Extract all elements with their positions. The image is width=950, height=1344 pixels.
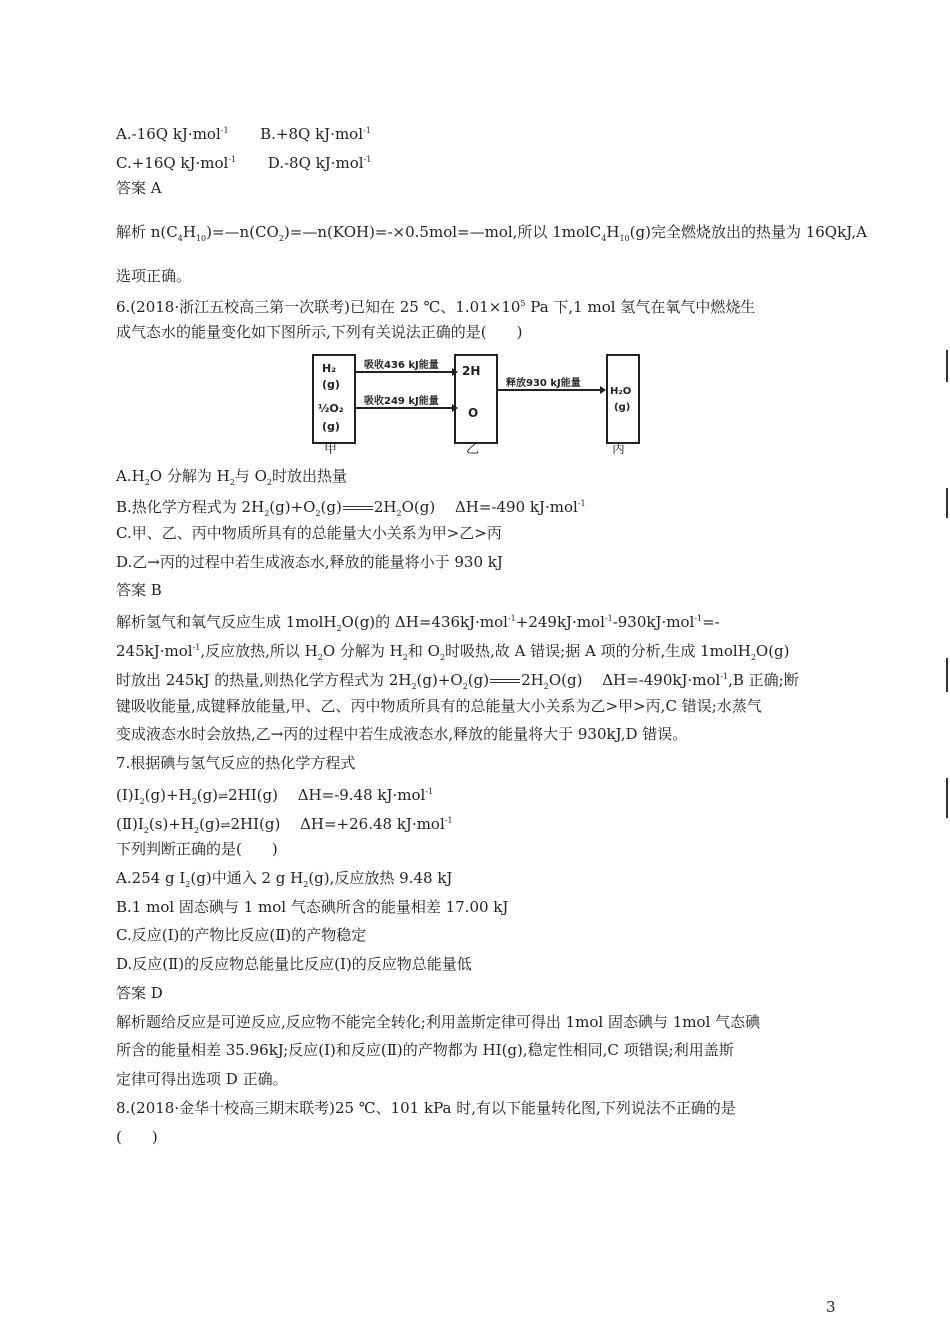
q6-opt-text: (g)+O: [269, 498, 316, 516]
q5-option-d-sup: -1: [363, 155, 372, 164]
edge-mark: [946, 350, 948, 382]
q6-sub: 2: [439, 653, 446, 662]
q6-opt-text: B.热化学方程式为 2H: [116, 498, 265, 516]
arrow-label-249: 吸收249 kJ能量: [364, 396, 439, 407]
q7-eq-text: 2HI(g) ΔH=-9.48 kJ·mol: [228, 786, 426, 804]
q7-analysis-line-1: 解析题给反应是可逆反应,反应物不能完全转化;利用盖斯定律可得出 1mol 固态碘与 1mol 气态碘: [116, 1013, 761, 1031]
q6-analysis-text: ,反应放热,所以 H: [200, 642, 318, 660]
q5-analysis-line-2: 选项正确。: [116, 267, 192, 285]
q6-opt-text: O 分解为 H: [149, 467, 230, 485]
q7-analysis-line-2: 所含的能量相差 35.96kJ;反应(Ⅰ)和反应(Ⅱ)的产物都为 HI(g),稳定性相同,C 项错误;利用盖斯: [116, 1041, 734, 1059]
box-yi-o: O: [468, 406, 479, 420]
q6-stem-line-2: 成气态水的能量变化如下图所示,下列有关说法正确的是( ): [116, 323, 523, 341]
q6-option-d: D.乙→丙的过程中若生成液态水,释放的能量将小于 930 kJ: [116, 553, 503, 571]
box-bing-h2o: H₂O: [610, 386, 632, 397]
q6-option-b: [116, 495, 586, 523]
q5-option-a-sup: -1: [220, 126, 229, 135]
q7-analysis-line-3: 定律可得出选项 D 正确。: [116, 1070, 288, 1088]
arrow-head-1: [452, 368, 458, 376]
q8-stem-line-1: 8.(2018·金华十校高三期末联考)25 ℃、101 kPa 时,有以下能量转化图,下列说法不正确的是: [116, 1099, 736, 1117]
page-number: 3: [826, 1298, 836, 1316]
q6-option-c: C.甲、乙、丙中物质所具有的总能量大小关系为甲>乙>丙: [116, 524, 502, 542]
q6-sup: -1: [192, 643, 201, 652]
q6-sup: -1: [604, 614, 613, 623]
q5-option-c: C.+16Q kJ·mol: [116, 154, 229, 172]
equals-sign: [343, 506, 373, 510]
q6-stem-text: 6.(2018·浙江五校高三第一次联考)已知在 25 ℃、1.01×10: [116, 298, 521, 316]
q7-eq-text: (s)+H: [148, 815, 194, 833]
arrow-label-436: 吸收436 kJ能量: [364, 360, 439, 371]
q5-analysis-text: H: [606, 223, 620, 241]
q7-sub: 2: [303, 880, 309, 889]
q6-analysis-text: 2H: [521, 671, 544, 689]
reversible-arrow: ⇌: [220, 818, 231, 832]
q6-analysis-text: 时吸热,故 A 错误;据 A 项的分析,生成 1molH: [445, 642, 751, 660]
caption-jia: 甲: [324, 442, 338, 457]
caption-yi: 乙: [466, 442, 480, 457]
q6-sub: 2: [402, 653, 408, 662]
equals-sign: [490, 679, 520, 683]
q7-eq-text: (Ⅱ)I: [116, 815, 144, 833]
arrow-head-2: [452, 404, 458, 412]
q6-analysis-text: (g)+O: [416, 671, 463, 689]
q6-sub: 2: [317, 653, 323, 662]
q7-sub: 2: [139, 797, 145, 806]
q7-eq-text: 2HI(g) ΔH=+26.48 kJ·mol: [230, 815, 445, 833]
q6-sub: 2: [144, 478, 150, 487]
q7-ask: 下列判断正确的是( ): [116, 840, 278, 858]
q7-eq-text: (g)+H: [144, 786, 192, 804]
box-jia-half-o2: ½O₂: [318, 402, 344, 415]
q6-opt-text: O(g) ΔH=-490 kJ·mol: [401, 498, 578, 516]
q6-analysis-text: ,B 正确;断: [728, 671, 799, 689]
q7-equation-2: [116, 812, 453, 840]
q5-option-b: B.+8Q kJ·mol: [260, 125, 363, 143]
q7-opt-text: (g),反应放热 9.48 kJ: [308, 869, 453, 887]
q5-option-d: D.-8Q kJ·mol: [267, 154, 364, 172]
q7-eq-text: (g): [196, 786, 219, 804]
q6-analysis-text: (g): [467, 671, 490, 689]
q7-stem: 7.根据碘与氢气反应的热化学方程式: [116, 754, 356, 772]
q6-analysis-line-1: [116, 610, 720, 638]
edge-mark: [946, 778, 948, 818]
q5-analysis-text: )=—n(KOH)=-×0.5mol=—mol,所以 1molC: [283, 223, 602, 241]
q6-sub: 2: [266, 478, 272, 487]
q6-stem-line-1: [116, 295, 755, 316]
q5-analysis-text: (g)完全燃烧放出的热量为 16QkJ,A: [629, 223, 867, 241]
q6-sub: 2: [264, 509, 270, 518]
q6-opt-text: 2H: [373, 498, 397, 516]
q5-option-a: A.-16Q kJ·mol: [116, 125, 221, 143]
q7-answer: 答案 D: [116, 984, 163, 1002]
q6-analysis-text: O(g)的 ΔH=436kJ·mol: [341, 613, 508, 631]
q6-analysis-text: +249kJ·mol: [515, 613, 605, 631]
q6-sub: 2: [543, 682, 549, 691]
q6-analysis-line-4: 键吸收能量,成键释放能量,甲、乙、丙中物质所具有的总能量大小关系为乙>甲>丙,C 错误;水蒸气: [116, 697, 762, 715]
q5-option-b-sup: -1: [363, 126, 371, 135]
q6-analysis-line-2: [116, 639, 790, 667]
q6-sub: 2: [336, 624, 342, 633]
q8-stem-line-2: ( ): [116, 1128, 158, 1146]
q6-sup: -1: [577, 499, 586, 508]
q6-sub: 2: [750, 653, 756, 662]
box-bing-g: (g): [614, 402, 631, 413]
reversible-arrow: ⇌: [218, 789, 229, 803]
q7-opt-text: A.254 g I: [116, 869, 186, 887]
energy-diagram: [308, 350, 640, 457]
q7-option-a: [116, 869, 452, 894]
q7-option-d: D.反应(Ⅱ)的反应物总能量比反应(Ⅰ)的反应物总能量低: [116, 955, 472, 973]
q6-analysis-line-5: 变成液态水时会放热,乙→丙的过程中若生成液态水,释放的能量将大于 930kJ,D 错误。: [116, 725, 688, 743]
q6-sub: 2: [396, 509, 402, 518]
q7-sub: 2: [193, 826, 200, 835]
q6-analysis-text: 245kJ·mol: [116, 642, 193, 660]
q6-stem-text: Pa 下,1 mol 氢气在氧气中燃烧生: [525, 298, 756, 316]
q6-sub: 2: [411, 682, 417, 691]
q6-analysis-text: 和 O: [407, 642, 440, 660]
q6-sup: -1: [694, 614, 703, 623]
q7-option-b: B.1 mol 固态碘与 1 mol 气态碘所含的能量相差 17.00 kJ: [116, 898, 509, 916]
q7-sup: -1: [444, 816, 453, 825]
q5-sub: 2: [278, 234, 284, 243]
q7-option-c: C.反应(Ⅰ)的产物比反应(Ⅱ)的产物稳定: [116, 926, 367, 944]
q6-analysis-text: =-: [702, 613, 720, 631]
q7-sup: -1: [425, 787, 434, 796]
q6-sub: 2: [462, 682, 468, 691]
box-jia-g2: (g): [322, 420, 340, 433]
q7-eq-text: (g): [199, 815, 221, 833]
q6-analysis-text: O(g) ΔH=-490kJ·mol: [548, 671, 721, 689]
q5-analysis-line-1: 解析 $n(C_4H_{10})=—n(CO_2)=—n(KOH)=-\times 0.5mol=—mol$,所以 $1molC_4H_{10}(g)$完全燃烧放出的热量为 16QkJ,A: [116, 223, 867, 243]
q6-sub: 2: [229, 478, 235, 487]
q5-options-row-1: [116, 122, 371, 143]
q7-opt-text: (g)中通入 2 g H: [190, 869, 304, 887]
q5-analysis-text: 解析 n(C: [116, 223, 178, 241]
q7-sub: 2: [143, 826, 149, 835]
edge-mark: [946, 658, 948, 692]
q6-analysis-text: 时放出 245kJ 的热量,则热化学方程式为 2H: [116, 671, 412, 689]
q6-opt-text: 与 O: [234, 467, 267, 485]
q6-answer: 答案 B: [116, 581, 162, 599]
box-yi-2h: 2H: [462, 364, 481, 378]
q5-sub: 10: [619, 234, 630, 243]
q5-answer: 答案 A: [116, 179, 162, 197]
q6-stem-sup: 5: [520, 299, 526, 308]
arrow-label-930: 释放930 kJ能量: [506, 378, 581, 389]
q6-opt-text: 时放出热量: [271, 467, 347, 485]
q6-sup: -1: [507, 614, 516, 623]
q6-analysis-text: 解析氢气和氧气反应生成 1molH: [116, 613, 337, 631]
q6-option-a: [116, 467, 347, 492]
q5-options-row-2: [116, 151, 371, 172]
q7-eq-text: (Ⅰ)I: [116, 786, 140, 804]
box-jia-g1: (g): [322, 378, 340, 391]
q6-sup: -1: [720, 672, 729, 681]
q5-sub: 4: [177, 234, 183, 243]
q7-sub: 2: [191, 797, 197, 806]
edge-mark: [946, 488, 948, 518]
q6-sub: 2: [315, 509, 321, 518]
q6-analysis-text: O 分解为 H: [322, 642, 403, 660]
caption-bing: 丙: [612, 442, 626, 457]
q6-analysis-text: -930kJ·mol: [612, 613, 695, 631]
q7-equation-1: [116, 783, 433, 811]
q6-analysis-text: O(g): [755, 642, 790, 660]
q6-analysis-line-3: [116, 668, 799, 696]
q7-sub: 2: [185, 880, 191, 889]
arrow-head-3: [600, 386, 606, 394]
q5-sub: 10: [195, 234, 207, 243]
q5-sub: 4: [601, 234, 607, 243]
q5-analysis-text: )=—n(CO: [206, 223, 279, 241]
box-jia-h2: H₂: [322, 362, 337, 375]
q6-opt-text: A.H: [116, 467, 145, 485]
q6-opt-text: (g): [320, 498, 342, 516]
q5-option-c-sup: -1: [228, 155, 237, 164]
